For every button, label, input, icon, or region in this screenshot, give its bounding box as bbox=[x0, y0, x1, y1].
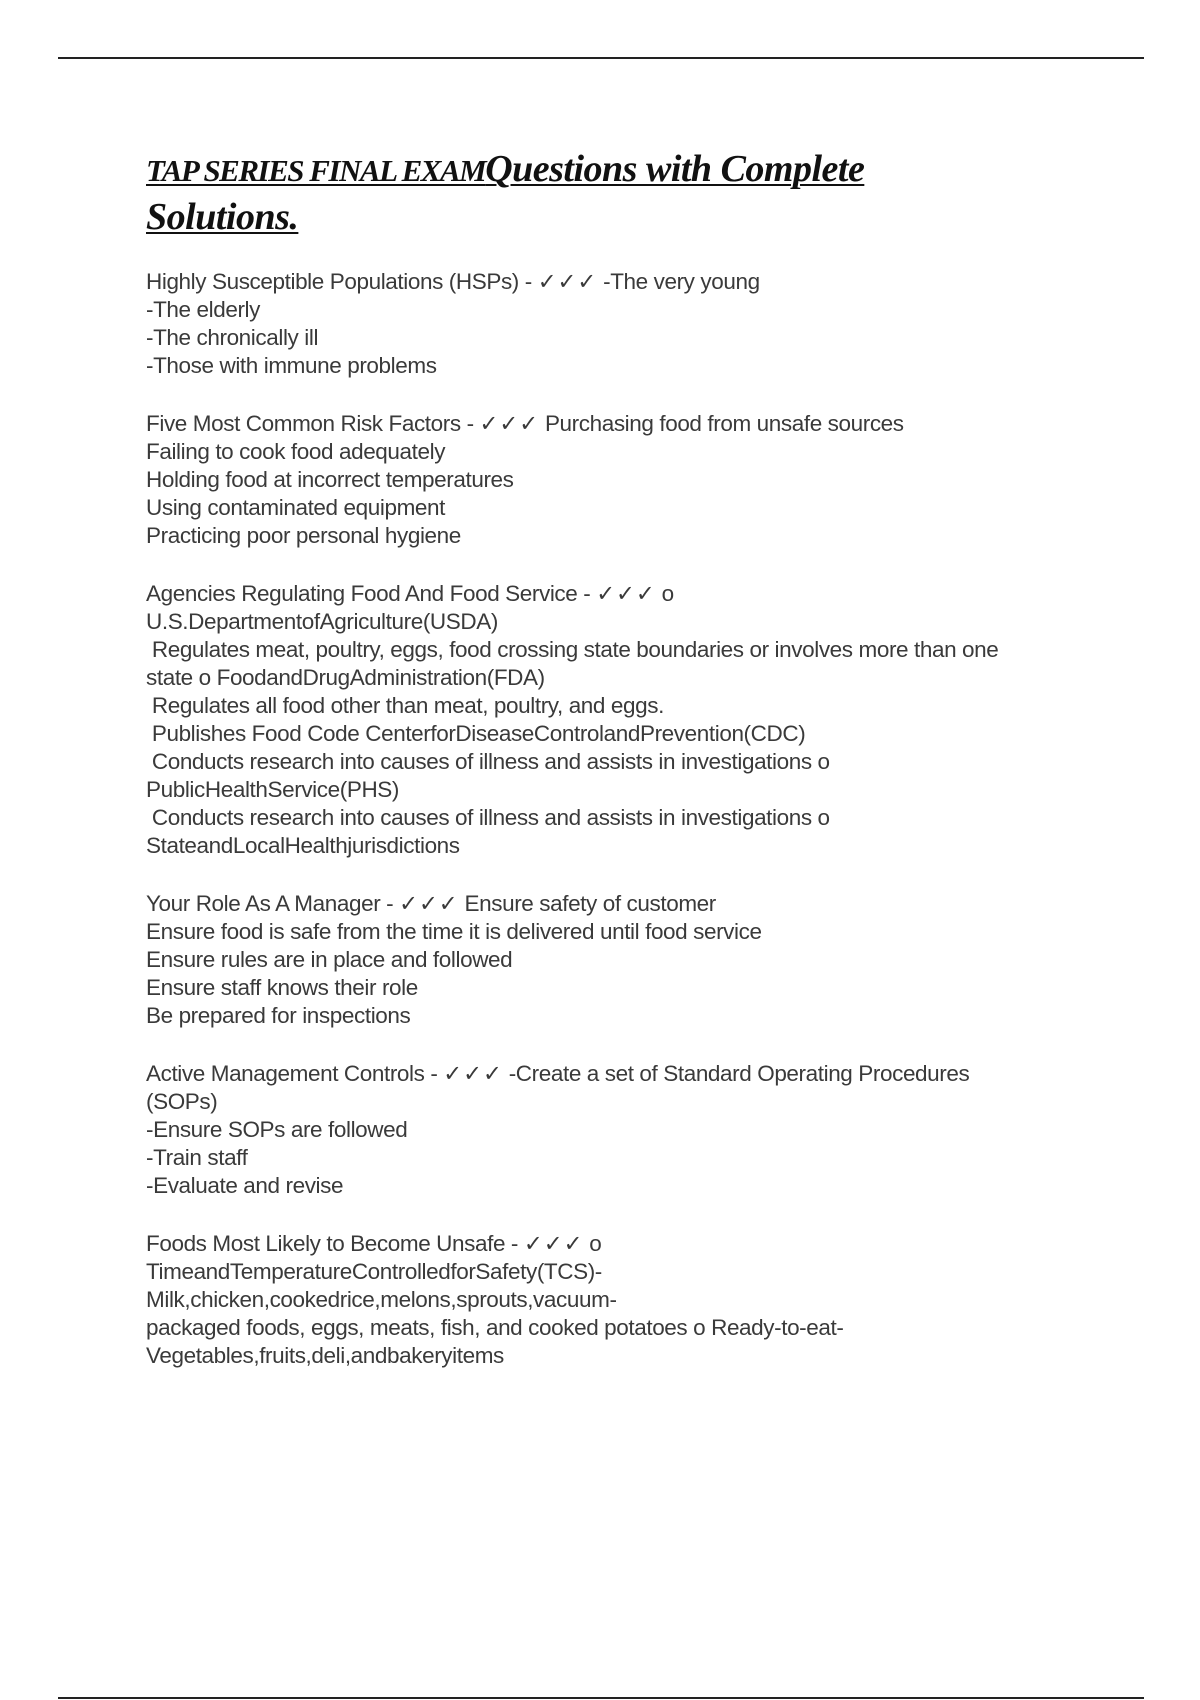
answer-line: -Those with immune problems bbox=[146, 353, 437, 378]
answer-line: Holding food at incorrect temperatures bbox=[146, 467, 514, 492]
answer-first-text: o bbox=[661, 581, 674, 606]
answer-line: packaged foods, eggs, meats, fish, and cooked potatoes o Ready-to-eat- bbox=[146, 1315, 844, 1340]
answer-line: -The chronically ill bbox=[146, 325, 319, 350]
check-mark-icon: ✓✓✓ bbox=[399, 891, 459, 916]
question-text: Five Most Common Risk Factors bbox=[146, 411, 461, 436]
title-part-1: TAP SERIES FINAL EXAM bbox=[146, 153, 486, 188]
answer-line: Milk,chicken,cookedrice,melons,sprouts,vacuum- bbox=[146, 1287, 617, 1312]
answer-line: Conducts research into causes of illness and assists in investigations o bbox=[146, 749, 830, 774]
answer-line: -Ensure SOPs are followed bbox=[146, 1117, 408, 1142]
check-mark-icon: ✓✓✓ bbox=[443, 1061, 503, 1086]
answer-first-text: Purchasing food from unsafe sources bbox=[544, 411, 904, 436]
question-text: Active Management Controls bbox=[146, 1061, 425, 1086]
separator: - bbox=[505, 1231, 524, 1256]
answer-first-text: -The very young bbox=[603, 269, 760, 294]
qa-item bbox=[146, 890, 1106, 1030]
answer-line: Conducts research into causes of illness and assists in investigations o bbox=[146, 805, 830, 830]
answer-line: Practicing poor personal hygiene bbox=[146, 523, 461, 548]
answer-line: Regulates all food other than meat, poultry, and eggs. bbox=[146, 693, 664, 718]
question-text: Foods Most Likely to Become Unsafe bbox=[146, 1231, 506, 1256]
answer-first-text: -Create a set of Standard Operating Procedures bbox=[508, 1061, 970, 1086]
answer-line: Regulates meat, poultry, eggs, food crossing state boundaries or involves more than one bbox=[146, 637, 999, 662]
answer-line: -Evaluate and revise bbox=[146, 1173, 344, 1198]
answer-line: Vegetables,fruits,deli,andbakeryitems bbox=[146, 1343, 504, 1368]
answer-line: PublicHealthService(PHS) bbox=[146, 777, 399, 802]
answer-line: Ensure food is safe from the time it is delivered until food service bbox=[146, 919, 762, 944]
check-mark-icon: ✓✓✓ bbox=[596, 581, 656, 606]
qa-item bbox=[146, 1230, 1106, 1370]
question-text: Agencies Regulating Food And Food Service bbox=[146, 581, 578, 606]
separator: - bbox=[577, 581, 597, 606]
title-part-2: Questions with Complete bbox=[485, 148, 865, 190]
qa-first-line bbox=[146, 410, 1106, 438]
qa-list bbox=[146, 268, 1106, 1400]
answer-line: Publishes Food Code CenterforDiseaseControlandPrevention(CDC) bbox=[146, 721, 806, 746]
answer-line: U.S.DepartmentofAgriculture(USDA) bbox=[146, 609, 498, 634]
separator: - bbox=[380, 891, 400, 916]
check-mark-icon: ✓✓✓ bbox=[479, 411, 540, 436]
answer-first-text: o bbox=[589, 1231, 602, 1256]
answer-line: Ensure rules are in place and followed bbox=[146, 947, 513, 972]
answer-line: -Train staff bbox=[146, 1145, 248, 1170]
separator: - bbox=[518, 269, 538, 294]
qa-item bbox=[146, 410, 1106, 550]
qa-first-line bbox=[146, 1060, 1106, 1088]
answer-line: (SOPs) bbox=[146, 1089, 218, 1114]
qa-first-line bbox=[146, 268, 1106, 296]
answer-line: Be prepared for inspections bbox=[146, 1003, 411, 1028]
qa-item bbox=[146, 1060, 1106, 1200]
answer-line: Using contaminated equipment bbox=[146, 495, 445, 520]
answer-line: StateandLocalHealthjurisdictions bbox=[146, 833, 460, 858]
title-part-3: Solutions. bbox=[146, 196, 299, 238]
top-rule bbox=[58, 57, 1144, 59]
question-text: Highly Susceptible Populations (HSPs) bbox=[146, 269, 519, 294]
qa-first-line bbox=[146, 1230, 1106, 1258]
check-mark-icon: ✓✓✓ bbox=[537, 269, 598, 294]
answer-line: state o FoodandDrugAdministration(FDA) bbox=[146, 665, 545, 690]
answer-first-text: Ensure safety of customer bbox=[464, 891, 716, 916]
answer-line: Ensure staff knows their role bbox=[146, 975, 418, 1000]
answer-line: TimeandTemperatureControlledforSafety(TCS)- bbox=[146, 1259, 602, 1284]
qa-item bbox=[146, 268, 1106, 380]
qa-item bbox=[146, 580, 1106, 860]
check-mark-icon: ✓✓✓ bbox=[523, 1231, 584, 1256]
separator: - bbox=[460, 411, 480, 436]
answer-line: Failing to cook food adequately bbox=[146, 439, 446, 464]
answer-line: -The elderly bbox=[146, 297, 260, 322]
question-text: Your Role As A Manager bbox=[146, 891, 381, 916]
qa-first-line bbox=[146, 890, 1106, 918]
bottom-rule bbox=[58, 1697, 1144, 1699]
document-title bbox=[146, 146, 1106, 241]
qa-first-line bbox=[146, 580, 1106, 608]
separator: - bbox=[424, 1061, 444, 1086]
